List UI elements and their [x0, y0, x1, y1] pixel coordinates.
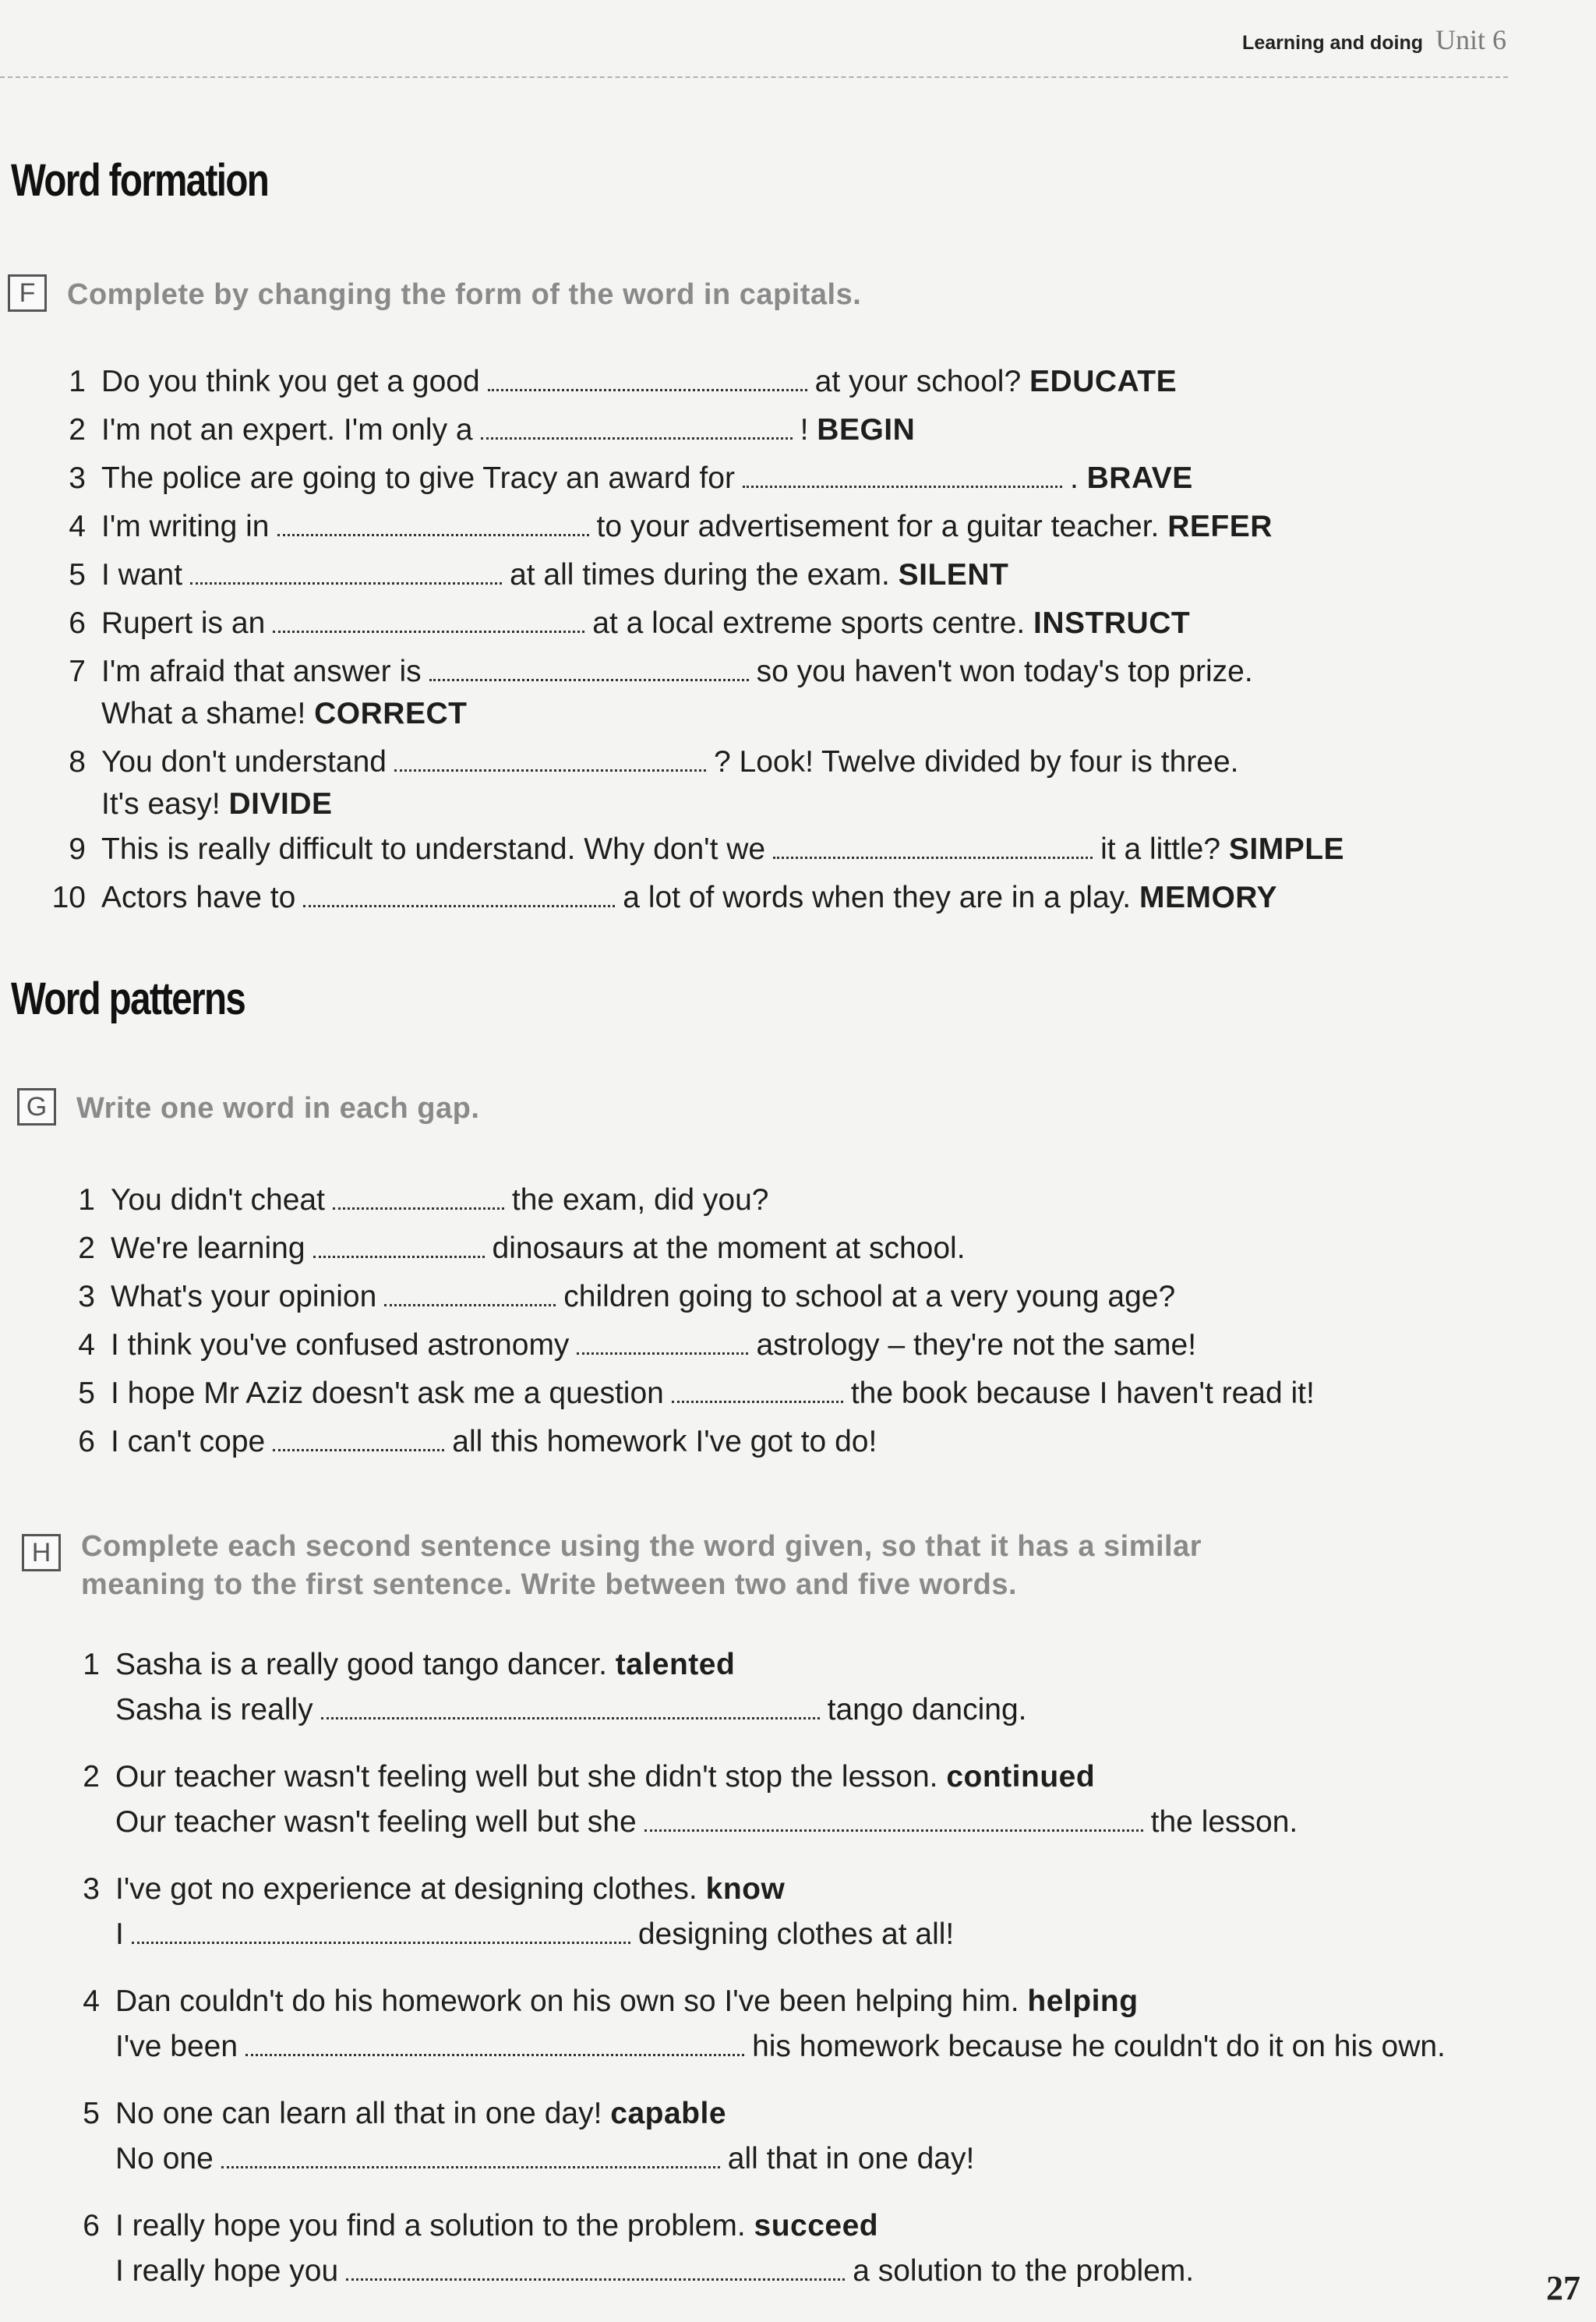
- exercise-h-item: 1 Sasha is a really good tango dancer. talented: [83, 1648, 736, 1681]
- exercise-f-item: 4 I'm writing in to your advertisement for a guitar teacher. REFER: [69, 510, 1273, 543]
- exercise-g-item: 3 What's your opinion children going to school at a very young age?: [78, 1280, 1176, 1313]
- exercise-f-item: 7 I'm afraid that answer is so you haven't won today's top prize.: [69, 655, 1253, 688]
- exercise-g-item: 1 You didn't cheat the exam, did you?: [78, 1183, 769, 1217]
- exercise-g-item: 4 I think you've confused astronomy astrology – they're not the same!: [78, 1328, 1197, 1362]
- keyword: capable: [610, 2097, 727, 2130]
- keyword: MEMORY: [1139, 881, 1278, 914]
- keyword: know: [705, 1872, 786, 1906]
- exercise-h-item-answer-line: I've been his homework because he couldn't do it on his own.: [115, 2030, 1446, 2063]
- keyword: DIVIDE: [228, 787, 333, 821]
- section-title-word-patterns: Word patterns: [11, 974, 245, 1024]
- keyword: CORRECT: [314, 697, 468, 730]
- unit-label: Unit 6: [1435, 24, 1506, 55]
- exercise-h-item-answer-line: I really hope you a solution to the problem.: [115, 2254, 1195, 2288]
- exercise-h-item-answer-line: No one all that in one day!: [115, 2142, 975, 2175]
- answer-gap[interactable]: [273, 626, 584, 633]
- keyword: BRAVE: [1086, 461, 1193, 495]
- exercise-letter-h: H: [22, 1534, 61, 1571]
- keyword: talented: [615, 1648, 736, 1681]
- exercise-f-item: 2 I'm not an expert. I'm only a ! BEGIN: [69, 413, 916, 447]
- exercise-h-item: 5 No one can learn all that in one day! capable: [83, 2097, 727, 2130]
- exercise-f-item: 6 Rupert is an at a local extreme sports centre. INSTRUCT: [69, 606, 1191, 640]
- exercise-f-header: [8, 274, 861, 314]
- keyword: SIMPLE: [1228, 832, 1345, 866]
- chapter-title: Learning and doing: [1242, 32, 1423, 54]
- answer-gap[interactable]: [743, 481, 1062, 488]
- exercise-h-item: 3 I've got no experience at designing clothes. know: [83, 1872, 786, 1906]
- keyword: helping: [1027, 1984, 1139, 2018]
- exercise-f-item: 5 I want at all times during the exam. SILENT: [69, 558, 1009, 592]
- answer-gap[interactable]: [313, 1251, 485, 1258]
- page-number: 27: [1546, 2269, 1580, 2307]
- exercise-f-item: 8 You don't understand ? Look! Twelve divided by four is three.: [69, 745, 1239, 779]
- exercise-h-item-answer-line: I designing clothes at all!: [115, 1917, 955, 1951]
- answer-gap[interactable]: [333, 1203, 504, 1210]
- answer-gap[interactable]: [346, 2274, 845, 2281]
- keyword: continued: [946, 1760, 1096, 1794]
- keyword: succeed: [754, 2209, 879, 2242]
- answer-gap[interactable]: [132, 1937, 630, 1944]
- exercise-g-instruction: Write one word in each gap.: [76, 1092, 480, 1125]
- exercise-g-header: [17, 1088, 479, 1128]
- answer-gap[interactable]: [481, 433, 793, 440]
- exercise-h-item-answer-line: Our teacher wasn't feeling well but she the lesson.: [115, 1805, 1298, 1839]
- exercise-f-item: 10 Actors have to a lot of words when they are in a play. MEMORY: [51, 881, 1278, 914]
- exercise-f-item-continuation: What a shame! CORRECT: [101, 697, 468, 730]
- answer-gap[interactable]: [221, 2161, 720, 2168]
- exercise-letter-f: F: [8, 274, 47, 312]
- keyword: BEGIN: [817, 413, 916, 447]
- answer-gap[interactable]: [644, 1825, 1143, 1832]
- answer-gap[interactable]: [394, 765, 706, 772]
- exercise-f-item-continuation: It's easy! DIVIDE: [101, 787, 333, 821]
- answer-gap[interactable]: [277, 529, 589, 536]
- exercise-f-item: 3 The police are going to give Tracy an award for . BRAVE: [69, 461, 1193, 495]
- answer-gap[interactable]: [672, 1396, 843, 1403]
- answer-gap[interactable]: [190, 578, 502, 585]
- running-head: [1242, 23, 1506, 56]
- exercise-f-instruction: Complete by changing the form of the word in capitals.: [67, 278, 862, 311]
- exercise-h-header: [22, 1528, 1202, 1605]
- keyword: REFER: [1167, 510, 1273, 543]
- keyword: SILENT: [898, 558, 1009, 592]
- answer-gap[interactable]: [384, 1299, 556, 1306]
- exercise-h-instruction: [81, 1528, 1202, 1605]
- exercise-g-item: 5 I hope Mr Aziz doesn't ask me a question the book because I haven't read it!: [78, 1377, 1315, 1410]
- exercise-h-item: 2 Our teacher wasn't feeling well but she didn't stop the lesson. continued: [83, 1760, 1096, 1794]
- exercise-h-item: 6 I really hope you find a solution to the problem. succeed: [83, 2209, 879, 2242]
- exercise-f-item: 1 Do you think you get a good at your school? EDUCATE: [69, 365, 1178, 398]
- answer-gap[interactable]: [245, 2049, 744, 2056]
- answer-gap[interactable]: [773, 852, 1093, 859]
- header-divider: [0, 76, 1508, 78]
- exercise-g-item: 6 I can't cope all this homework I've got to do!: [78, 1425, 877, 1458]
- answer-gap[interactable]: [488, 384, 807, 391]
- exercise-g-item: 2 We're learning dinosaurs at the moment at school.: [78, 1232, 966, 1265]
- answer-gap[interactable]: [577, 1348, 748, 1355]
- keyword: EDUCATE: [1029, 365, 1178, 398]
- exercise-h-instruction-line: meaning to the first sentence. Write between two and five words.: [81, 1568, 1018, 1602]
- answer-gap[interactable]: [303, 900, 615, 907]
- exercise-h-item: 4 Dan couldn't do his homework on his own so I've been helping him. helping: [83, 1984, 1139, 2018]
- exercise-h-item-answer-line: Sasha is really tango dancing.: [115, 1693, 1027, 1726]
- answer-gap[interactable]: [273, 1444, 444, 1451]
- exercise-h-instruction-line: Complete each second sentence using the word given, so that it has a similar: [81, 1530, 1202, 1563]
- section-title-word-formation: Word formation: [11, 155, 269, 206]
- keyword: INSTRUCT: [1033, 606, 1191, 640]
- exercise-letter-g: G: [17, 1088, 56, 1126]
- answer-gap[interactable]: [321, 1712, 820, 1719]
- exercise-f-item: 9 This is really difficult to understand. Why don't we it a little? SIMPLE: [69, 832, 1345, 866]
- answer-gap[interactable]: [429, 674, 749, 681]
